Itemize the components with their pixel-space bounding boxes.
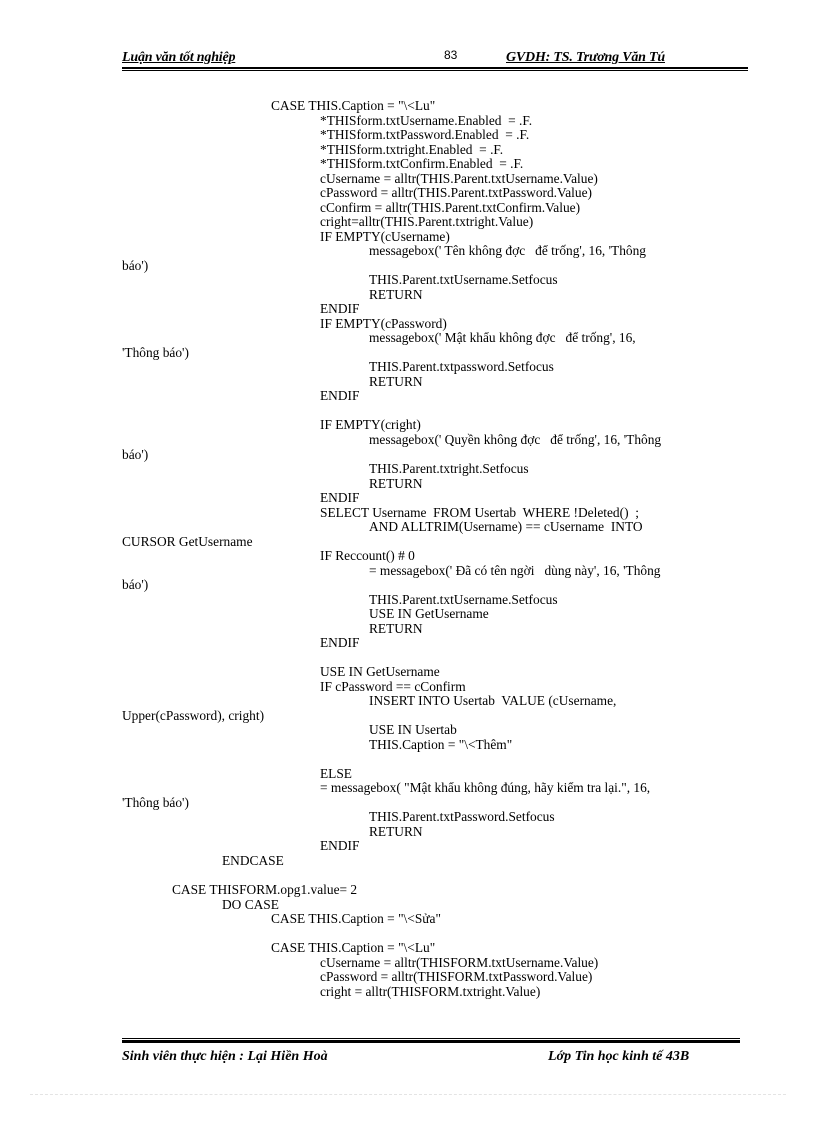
code-line: ENDIF [320, 838, 360, 853]
code-line: CASE THIS.Caption = "\<Sửa" [271, 911, 441, 926]
code-line: THIS.Parent.txtUsername.Setfocus [369, 272, 558, 287]
code-line: báo') [122, 577, 149, 592]
code-line: RETURN [369, 824, 423, 839]
code-line: RETURN [369, 621, 423, 636]
code-line: cConfirm = alltr(THIS.Parent.txtConfirm.Value) [320, 200, 581, 215]
code-line: messagebox(' Mật khẩu không đợc để trống', 16, [369, 330, 636, 345]
code-line: báo') [122, 258, 149, 273]
footer-rule [122, 1038, 740, 1043]
code-line: IF Reccount() # 0 [320, 548, 415, 563]
code-line: IF EMPTY(cUsername) [320, 229, 450, 244]
code-line: cright = alltr(THISFORM.txtright.Value) [320, 984, 541, 999]
code-line: cPassword = alltr(THISFORM.txtPassword.Value) [320, 969, 593, 984]
code-line: *THISform.txtPassword.Enabled = .F. [320, 127, 530, 142]
header-advisor: GVDH: TS. Trương Văn Tú [506, 50, 665, 65]
code-line: ENDIF [320, 635, 360, 650]
code-line: RETURN [369, 476, 423, 491]
code-line: cUsername = alltr(THISFORM.txtUsername.Value) [320, 955, 599, 970]
code-line: Upper(cPassword), cright) [122, 708, 265, 723]
code-line: cUsername = alltr(THIS.Parent.txtUsername.Value) [320, 171, 598, 186]
code-line: USE IN Usertab [369, 722, 457, 737]
code-line: báo') [122, 447, 149, 462]
code-line: messagebox(' Quyền không đợc để trống', 16, 'Thông [369, 432, 662, 447]
code-line: INSERT INTO Usertab VALUE (cUsername, [369, 693, 617, 708]
code-line: 'Thông báo') [122, 795, 189, 810]
code-line: CURSOR GetUsername [122, 534, 253, 549]
footer-class: Lớp Tin học kinh tế 43B [548, 1049, 690, 1064]
code-line: ENDCASE [222, 853, 284, 868]
code-line: RETURN [369, 374, 423, 389]
code-line: USE IN GetUsername [369, 606, 489, 621]
code-line: 'Thông báo') [122, 345, 189, 360]
code-line: AND ALLTRIM(Username) == cUsername INTO [369, 519, 643, 534]
footer-student: Sinh viên thực hiện : Lại Hiền Hoà [122, 1049, 328, 1064]
code-line: SELECT Username FROM Usertab WHERE !Deleted() ; [320, 505, 639, 520]
code-line: *THISform.txtConfirm.Enabled = .F. [320, 156, 524, 171]
code-line: IF EMPTY(cright) [320, 417, 421, 432]
code-line: *THISform.txtUsername.Enabled = .F. [320, 113, 533, 128]
page-edge-divider [30, 1094, 786, 1095]
code-line: CASE THIS.Caption = "\<Lu" [271, 98, 436, 113]
code-line: ENDIF [320, 490, 360, 505]
code-line: THIS.Caption = "\<Thêm" [369, 737, 513, 752]
header-thesis-title: Luận văn tốt nghiệp [122, 50, 236, 65]
code-line: IF EMPTY(cPassword) [320, 316, 447, 331]
code-line: THIS.Parent.txtpassword.Setfocus [369, 359, 554, 374]
code-line: CASE THISFORM.opg1.value= 2 [172, 882, 358, 897]
page-number: 83 [444, 48, 458, 62]
code-line: RETURN [369, 287, 423, 302]
code-line: cright=alltr(THIS.Parent.txtright.Value) [320, 214, 534, 229]
code-line: *THISform.txtright.Enabled = .F. [320, 142, 504, 157]
code-line: = messagebox( "Mật khẩu không đúng, hãy kiểm tra lại.", 16, [320, 780, 651, 795]
code-line: = messagebox(' Đã có tên ngời dùng này', 16, 'Thông [369, 563, 661, 578]
code-line: THIS.Parent.txtUsername.Setfocus [369, 592, 558, 607]
code-line: ELSE [320, 766, 352, 781]
code-line: DO CASE [222, 897, 279, 912]
code-line: cPassword = alltr(THIS.Parent.txtPassword.Value) [320, 185, 592, 200]
code-line: THIS.Parent.txtright.Setfocus [369, 461, 529, 476]
code-line: messagebox(' Tên không đợc để trống', 16, 'Thông [369, 243, 646, 258]
code-line: IF cPassword == cConfirm [320, 679, 466, 694]
code-line: CASE THIS.Caption = "\<Lu" [271, 940, 436, 955]
code-line: USE IN GetUsername [320, 664, 440, 679]
code-line: THIS.Parent.txtPassword.Setfocus [369, 809, 555, 824]
code-line: ENDIF [320, 301, 360, 316]
code-line: ENDIF [320, 388, 360, 403]
